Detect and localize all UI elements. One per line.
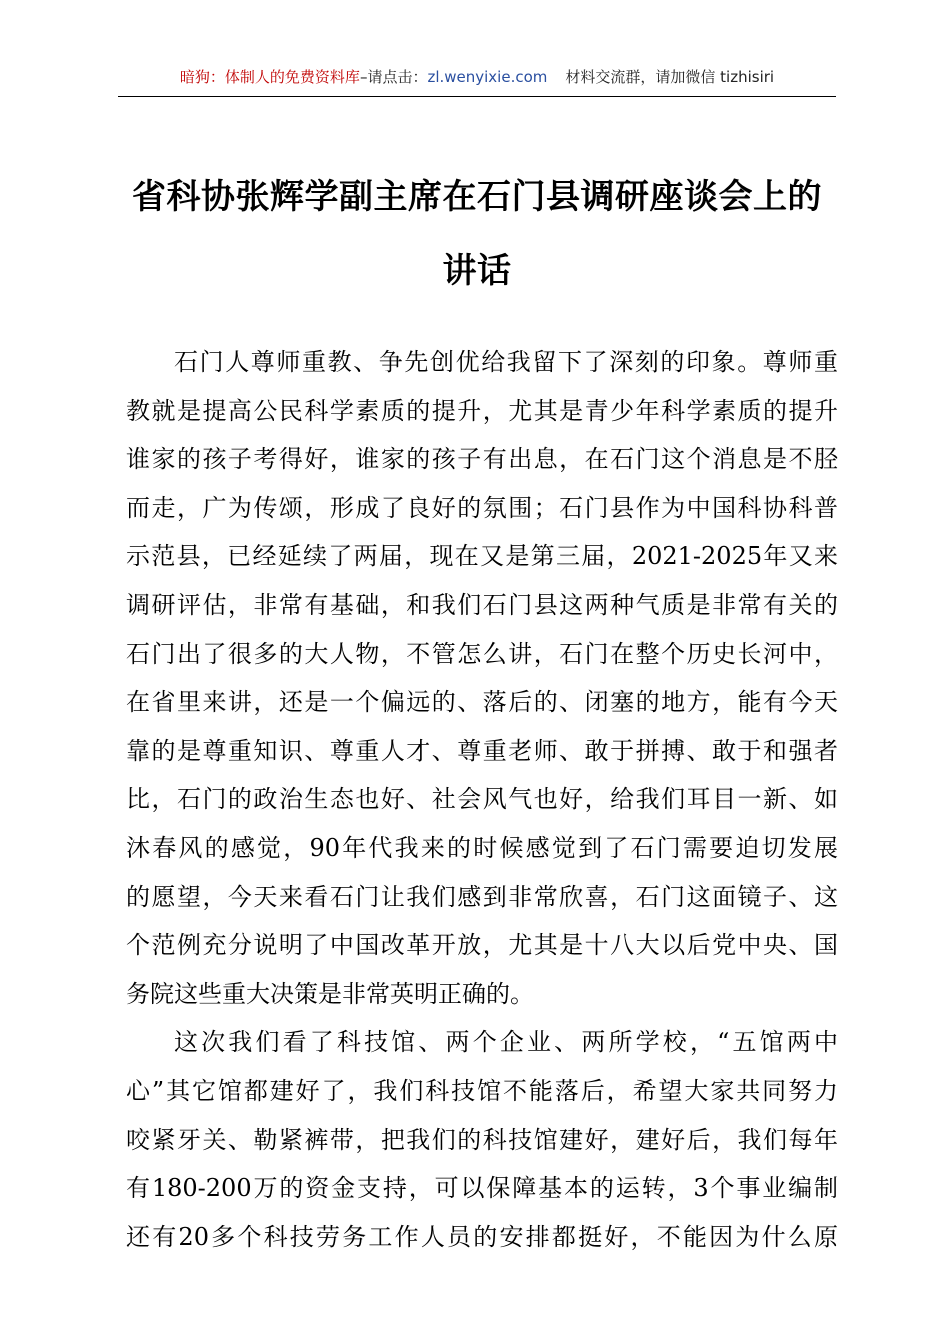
document-title	[118, 160, 836, 308]
paragraph	[126, 338, 838, 1018]
text-line: 个范例充分说明了中国改革开放，尤其是十八大以后党中央、国	[126, 931, 838, 960]
header-contact: 材料交流群，请加微信 tizhisiri	[565, 68, 775, 86]
header-url-link[interactable]: zl.wenyixie.com	[427, 68, 548, 86]
header-promo: 暗狗：体制人的免费资料库	[179, 68, 360, 86]
text-line: 这次我们看了科技馆、两个企业、两所学校，“五馆两中	[174, 1028, 838, 1057]
text-line: 调研评估，非常有基础，和我们石门县这两种气质是非常有关的	[126, 590, 838, 619]
text-line: 心”其它馆都建好了，我们科技馆不能落后，希望大家共同努力	[126, 1076, 838, 1105]
text-line: 谁家的孩子考得好，谁家的孩子有出息，在石门这个消息是不胫	[126, 445, 838, 474]
text-line: 的愿望，今天来看石门让我们感到非常欣喜，石门这面镜子、这	[126, 882, 838, 911]
text-line: 教就是提高公民科学素质的提升，尤其是青少年科学素质的提升	[126, 396, 838, 425]
text-line: 咬紧牙关、勒紧裤带，把我们的科技馆建好，建好后，我们每年	[126, 1125, 838, 1154]
text-line: 而走，广为传颂，形成了良好的氛围；石门县作为中国科协科普	[126, 493, 838, 522]
text-line: 务院这些重大决策是非常英明正确的。	[126, 979, 534, 1008]
text-line: 还有20多个科技劳务工作人员的安排都挺好，不能因为什么原	[126, 1222, 838, 1251]
text-line: 石门人尊师重教、争先创优给我留下了深刻的印象。尊师重	[174, 348, 838, 376]
text-line: 在省里来讲，还是一个偏远的、落后的、闭塞的地方，能有今天	[126, 688, 838, 717]
text-line: 沐春风的感觉，90年代我来的时候感觉到了石门需要迫切发展	[126, 833, 838, 862]
header-click-label: –请点击：	[359, 68, 428, 86]
text-line: 比，石门的政治生态也好、社会风气也好，给我们耳目一新、如	[126, 785, 838, 814]
document-body	[126, 338, 838, 1261]
title-line: 省科协张辉学副主席在石门县调研座谈会上的	[132, 177, 822, 217]
page-header	[118, 66, 836, 97]
paragraph	[126, 1018, 838, 1261]
text-line: 石门出了很多的大人物，不管怎么讲，石门在整个历史长河中，	[126, 639, 838, 668]
title-line: 讲话	[442, 251, 512, 291]
text-line: 有180-200万的资金支持，可以保障基本的运转，3个事业编制	[126, 1174, 838, 1203]
text-line: 示范县，已经延续了两届，现在又是第三届，2021-2025年又来	[126, 542, 838, 571]
text-line: 靠的是尊重知识、尊重人才、尊重老师、敢于拼搏、敢于和强者	[126, 736, 838, 765]
